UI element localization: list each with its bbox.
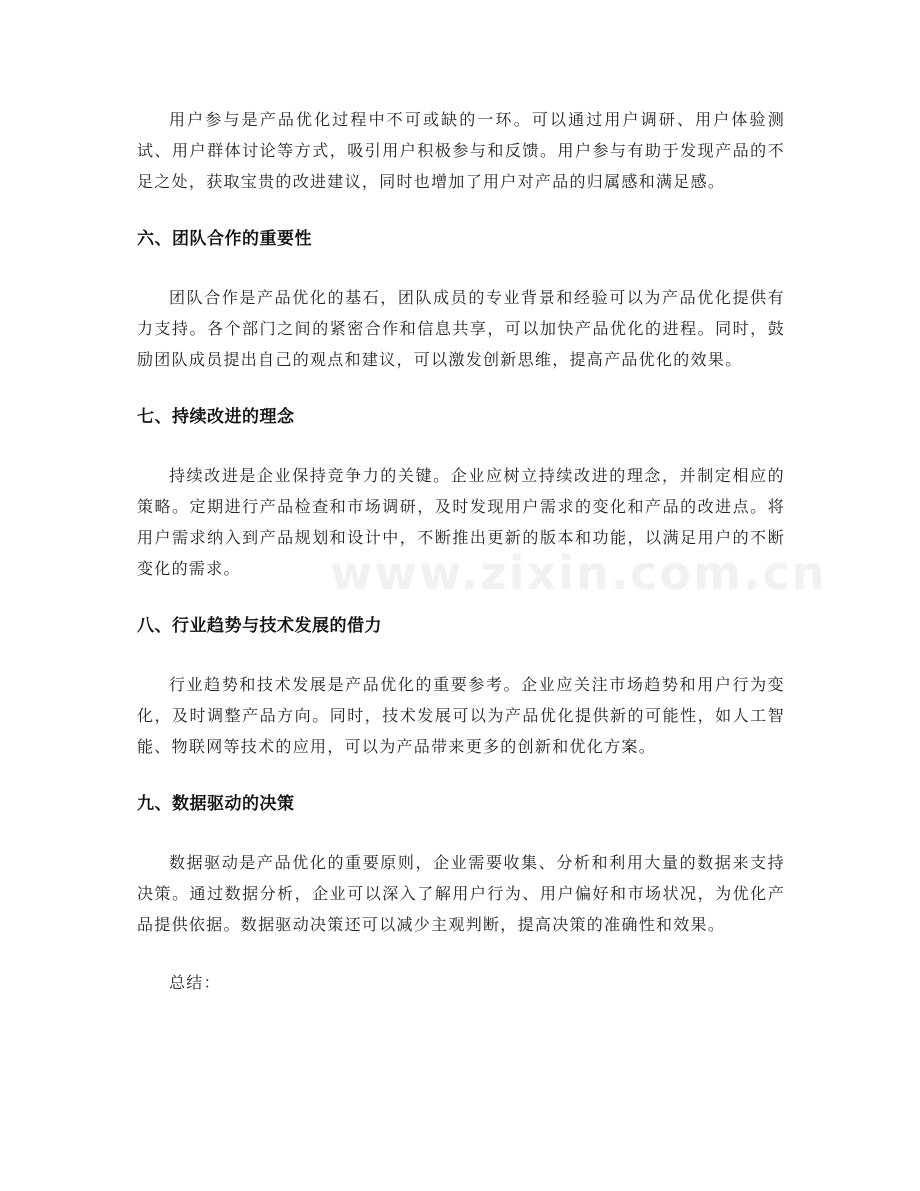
- heading-industry-trends: 八、行业趋势与技术发展的借力: [137, 616, 382, 636]
- paragraph-industry-trends: 行业趋势和技术发展是产品优化的重要参考。企业应关注市场趋势和用户行为变化，及时调整产品方向。同时，技术发展可以为产品优化提供新的可能性，如人工智能、物联网等技术的应用，可以为产品带来更多的创新和优化方案。: [137, 675, 785, 756]
- paragraph-data-driven: 数据驱动是产品优化的重要原则，企业需要收集、分析和利用大量的数据来支持决策。通过数据分析，企业可以深入了解用户行为、用户偏好和市场状况，为优化产品提供依据。数据驱动决策还可以减少主观判断，提高决策的准确性和效果。: [137, 853, 785, 934]
- paragraph-continuous-improvement: 持续改进是企业保持竞争力的关键。企业应树立持续改进的理念，并制定相应的策略。定期进行产品检查和市场调研，及时发现用户需求的变化和产品的改进点。将用户需求纳入到产品规划和设计中，不断推出更新的版本和功能，以满足用户的不断变化的需求。: [137, 466, 785, 578]
- summary-label: 总结：: [169, 973, 221, 992]
- paragraph-team-collaboration: 团队合作是产品优化的基石，团队成员的专业背景和经验可以为产品优化提供有力支持。各个部门之间的紧密合作和信息共享，可以加快产品优化的进程。同时，鼓励团队成员提出自己的观点和建议，可以激发创新思维，提高产品优化的效果。: [137, 288, 785, 369]
- paragraph-user-participation: 用户参与是产品优化过程中不可或缺的一环。可以通过用户调研、用户体验测试、用户群体讨论等方式，吸引用户积极参与和反馈。用户参与有助于发现产品的不足之处，获取宝贵的改进建议，同时也增加了用户对产品的归属感和满足感。: [137, 110, 785, 191]
- heading-continuous-improvement: 七、持续改进的理念: [137, 407, 295, 427]
- heading-team-collaboration: 六、团队合作的重要性: [137, 229, 312, 249]
- document-body: [137, 104, 785, 998]
- watermark: www.zixin.com.cn: [330, 546, 827, 600]
- heading-data-driven: 九、数据驱动的决策: [137, 794, 295, 814]
